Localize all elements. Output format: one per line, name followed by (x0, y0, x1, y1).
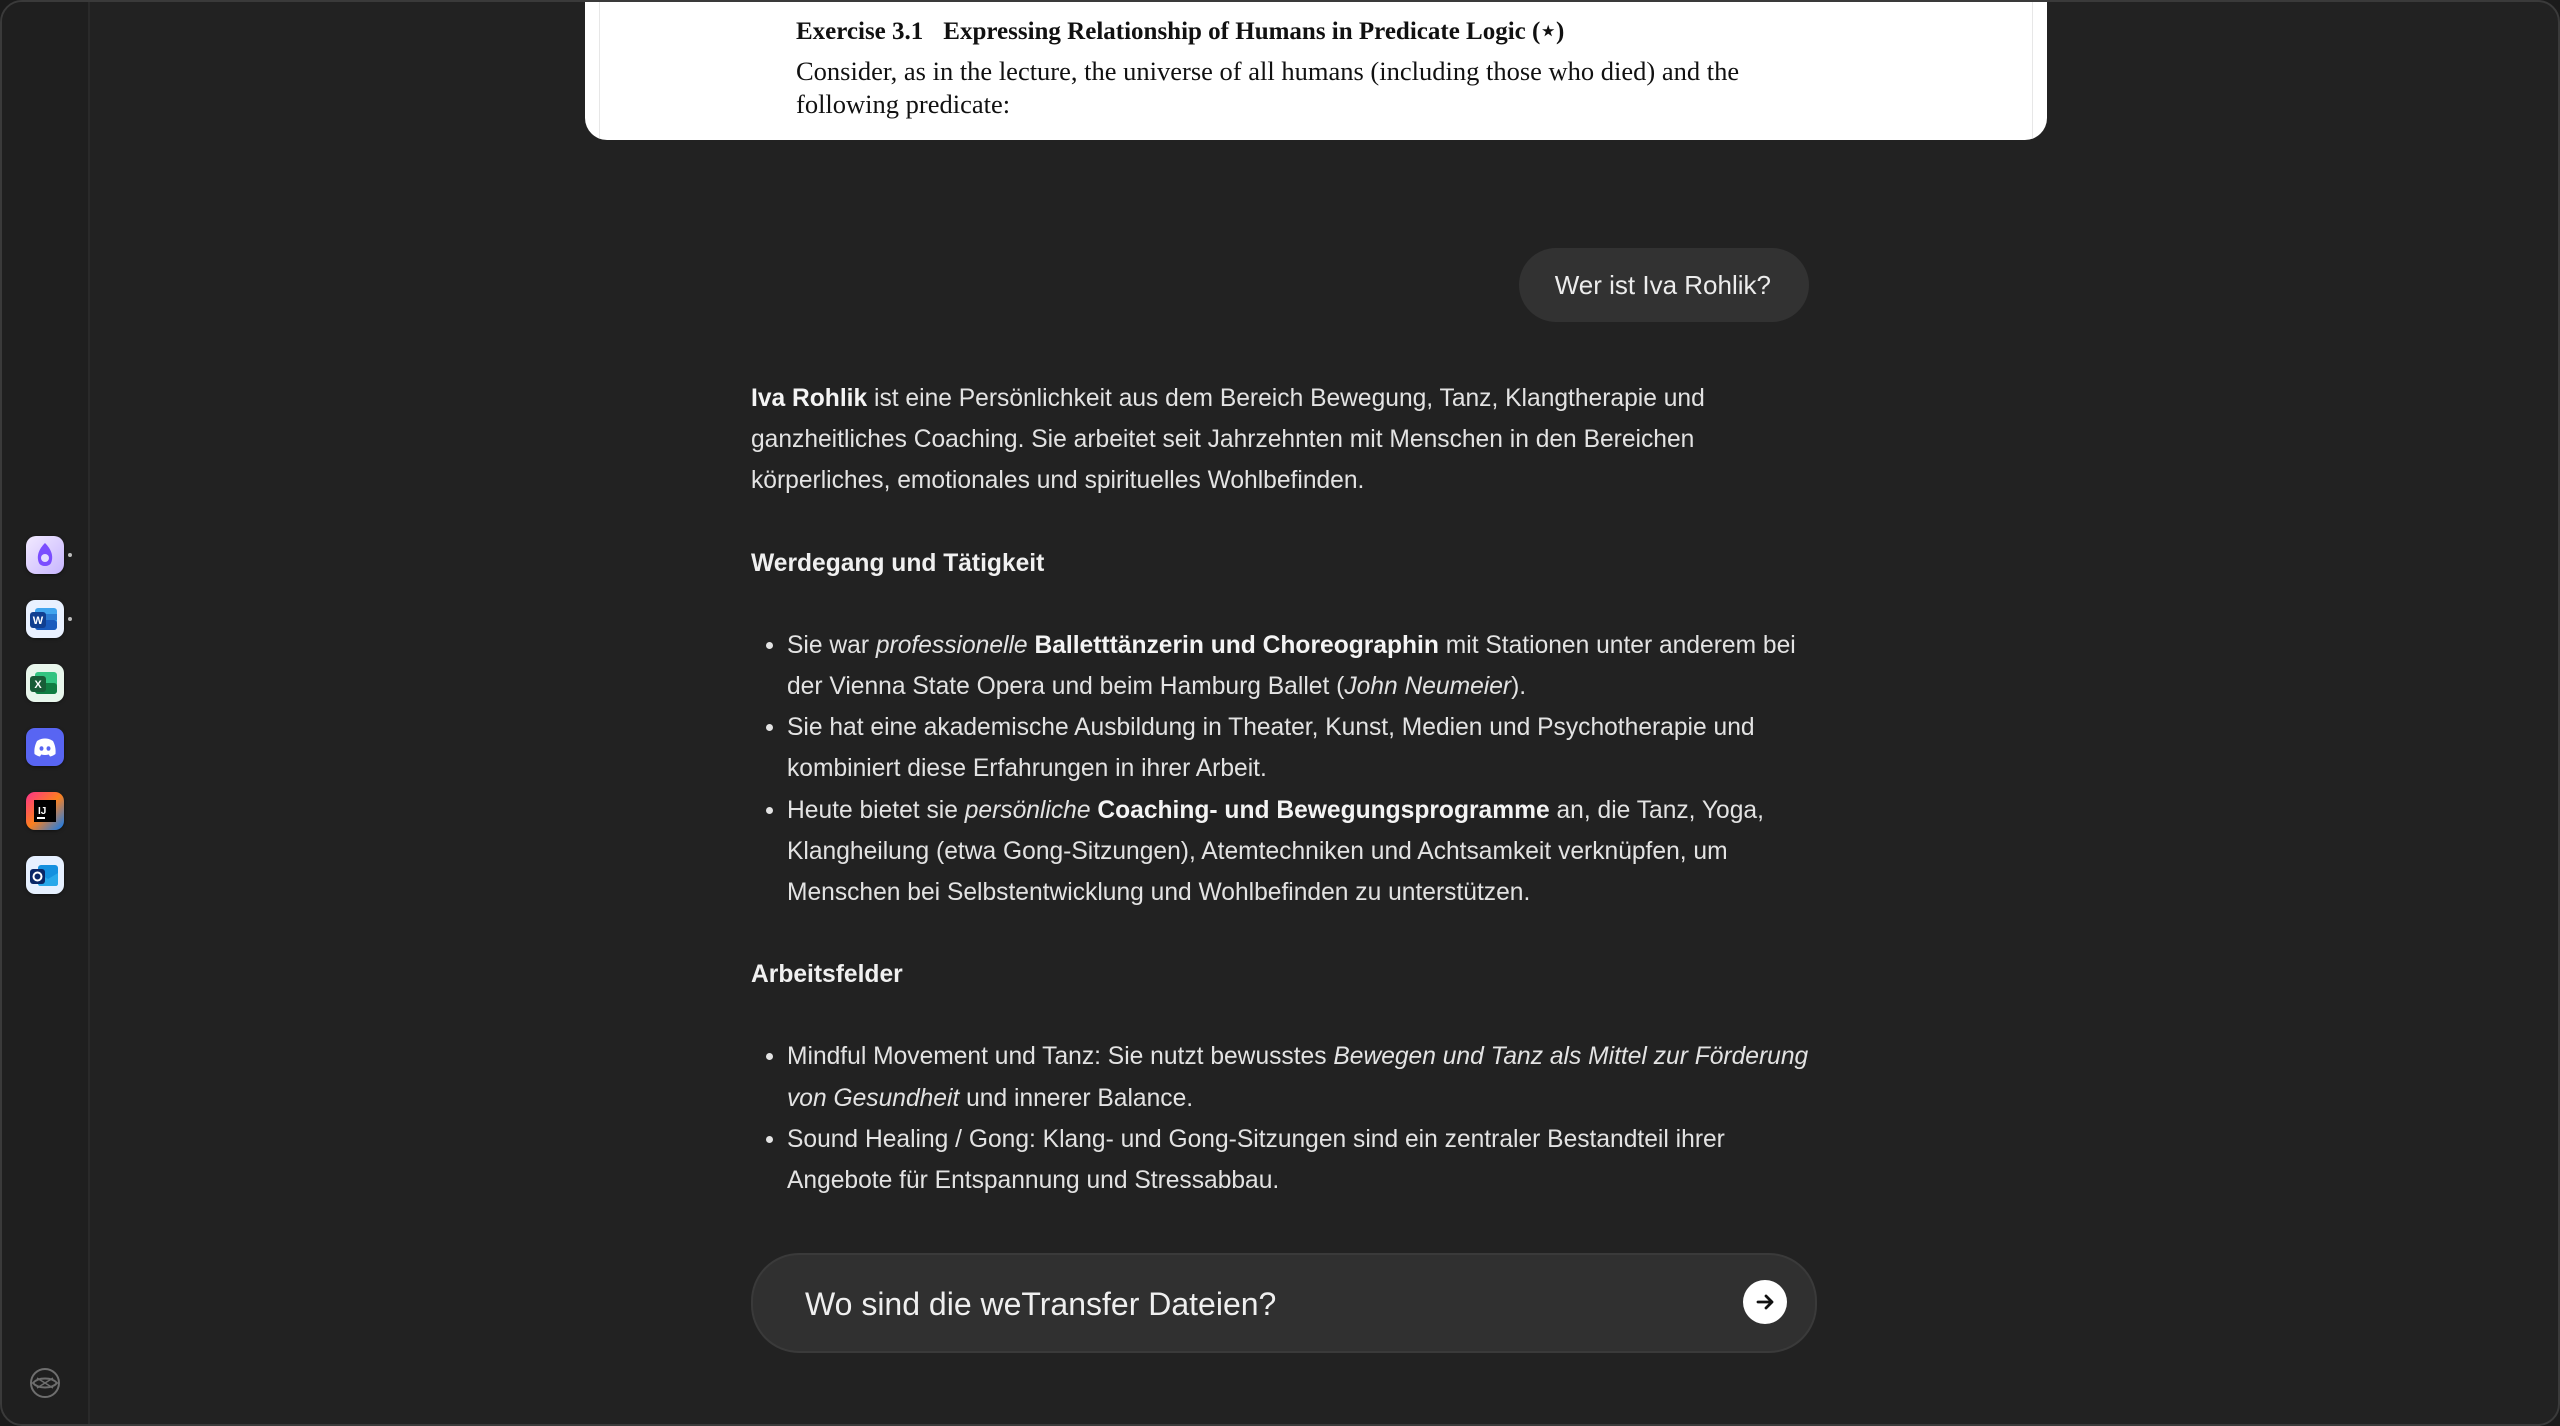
word-icon[interactable] (26, 600, 64, 638)
exercise-number: Exercise 3.1 (796, 18, 924, 45)
user-message-bubble (1519, 248, 1809, 322)
section-heading-werdegang: Werdegang und Tätigkeit (751, 549, 1045, 577)
workspace-logo-icon[interactable] (28, 1366, 62, 1400)
exercise-title: Expressing Relationship of Humans in Predicate Logic (⋆) (943, 18, 1565, 45)
running-indicator (68, 553, 72, 557)
page-edge (599, 0, 600, 140)
assistant-answer (751, 378, 1821, 1201)
svg-text:W: W (32, 615, 44, 627)
message-composer (751, 1253, 1817, 1353)
list-item: • Sound Healing / Gong: Klang- und Gong-Sitzungen sind ein zentraler Bestandteil ihrer Angebote für Entspannung und Stressabbau. (787, 1119, 1821, 1201)
intellij-icon[interactable] (26, 792, 64, 830)
send-button[interactable] (1743, 1280, 1787, 1324)
list-item: • Heute bietet sie persönliche Coaching- und Bewegungsprogramme an, die Tanz, Yoga, Klangheilung (etwa Gong-Sitzungen), Atemtechniken und Achtsamkeit verknüpfen, um Menschen bei Selbstentwicklung und Wohlbefinden zu unterstützen. (787, 790, 1821, 914)
exercise-body-line: Consider, as in the lecture, the universe of all humans (including those who died) and the (796, 56, 1740, 86)
outlook-icon[interactable] (26, 856, 64, 894)
list-item: • Sie hat eine akademische Ausbildung in Theater, Kunst, Medien und Psychotherapie und kombiniert diese Erfahrungen in ihrer Arbeit. (787, 707, 1821, 789)
exercise-body (796, 55, 1896, 121)
svg-text:X: X (34, 679, 42, 691)
answer-intro-name: Iva Rohlik (751, 385, 868, 412)
pdf-preview-card[interactable] (585, 0, 2047, 140)
discord-icon[interactable] (26, 728, 64, 766)
exercise-body-line: following predicate: (796, 89, 1011, 119)
svg-text:IJ: IJ (38, 806, 47, 817)
exercise-heading (796, 16, 1996, 46)
arrow-right-icon (1751, 1288, 1779, 1316)
purple-app-icon[interactable] (26, 536, 64, 574)
page-edge (2032, 0, 2033, 140)
answer-intro (751, 378, 1821, 502)
user-message-text: Wer ist Iva Rohlik? (1554, 269, 1771, 300)
app-dock (2, 2, 90, 1424)
arbeitsfelder-list (751, 1036, 1821, 1201)
list-item: • Sie war professionelle Balletttänzerin und Choreographin mit Stationen unter anderem bei der Vienna State Opera und beim Hamburg Ballet (John Neumeier). (787, 625, 1821, 707)
section-heading-arbeitsfelder: Arbeitsfelder (751, 961, 903, 989)
message-input[interactable] (803, 1277, 1687, 1331)
werdegang-list (751, 625, 1821, 913)
answer-intro-text: ist eine Persönlichkeit aus dem Bereich Bewegung, Tanz, Klangtherapie und ganzheitliches Coaching. Sie arbeitet seit Jahrzehnten mit Menschen in den Bereichen körperliches, emotionales und spirituelles Wohlbefinden. (751, 385, 1705, 495)
list-item: • Mindful Movement und Tanz: Sie nutzt bewusstes Bewegen und Tanz als Mittel zur Förderung von Gesundheit und innerer Balance. (787, 1036, 1821, 1118)
running-indicator (68, 617, 72, 621)
excel-icon[interactable] (26, 664, 64, 702)
